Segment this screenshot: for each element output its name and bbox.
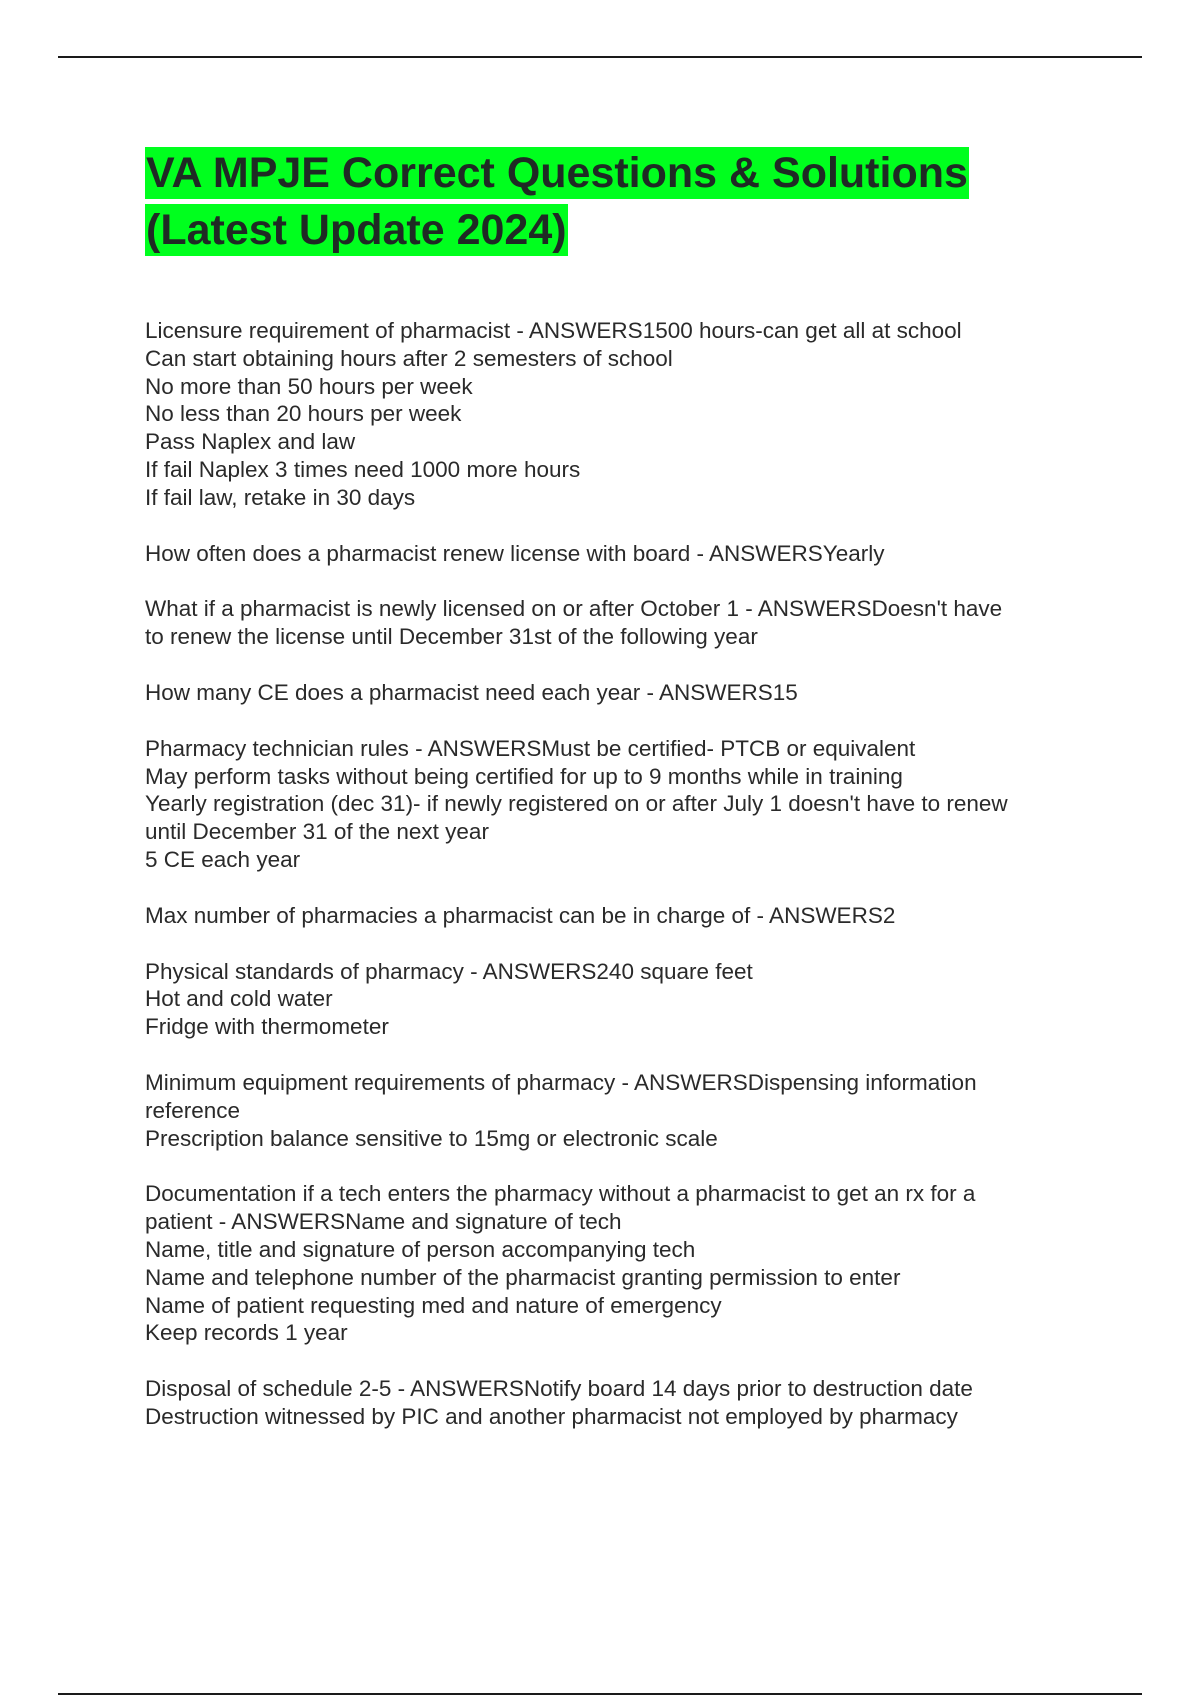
qa-question-line: Documentation if a tech enters the pharmacy without a pharmacist to get an rx for a bbox=[145, 1181, 976, 1207]
qa-question-line: Pharmacy technician rules - ANSWERSMust be certified- PTCB or equivalent bbox=[145, 735, 916, 761]
qa-answer-line: 5 CE each year bbox=[145, 846, 301, 872]
qa-question-line: How many CE does a pharmacist need each year - ANSWERS15 bbox=[145, 679, 798, 705]
title-line-1: VA MPJE Correct Questions & Solutions bbox=[146, 149, 968, 197]
qa-item bbox=[145, 317, 1090, 512]
qa-answer-line: Name of patient requesting med and nature of emergency bbox=[145, 1292, 722, 1318]
qa-answer-line: until December 31 of the next year bbox=[145, 819, 489, 845]
qa-answer-line: Pass Naplex and law bbox=[145, 429, 356, 455]
title-line-2: (Latest Update 2024) bbox=[146, 206, 567, 254]
qa-answer-line: Fridge with thermometer bbox=[145, 1014, 389, 1040]
qa-question-line: How often does a pharmacist renew license with board - ANSWERSYearly bbox=[145, 540, 885, 566]
qa-answer-line: If fail law, retake in 30 days bbox=[145, 484, 416, 510]
qa-answer-line: Prescription balance sensitive to 15mg or electronic scale bbox=[145, 1125, 718, 1151]
qa-answer-line: No more than 50 hours per week bbox=[145, 373, 473, 399]
qa-item bbox=[145, 679, 1090, 707]
document-body bbox=[145, 145, 1090, 1459]
qa-item bbox=[145, 595, 1090, 651]
qa-answer-line: Hot and cold water bbox=[145, 986, 333, 1012]
qa-question-line: Physical standards of pharmacy - ANSWERS240 square feet bbox=[145, 958, 753, 984]
qa-question-line: Max number of pharmacies a pharmacist can be in charge of - ANSWERS2 bbox=[145, 902, 896, 928]
qa-answer-line: If fail Naplex 3 times need 1000 more hours bbox=[145, 456, 581, 482]
qa-item bbox=[145, 540, 1090, 568]
qa-question-line: Licensure requirement of pharmacist - ANSWERS1500 hours-can get all at school bbox=[145, 318, 962, 343]
qa-item bbox=[145, 735, 1090, 874]
qa-answer-line: to renew the license until December 31st of the following year bbox=[145, 624, 758, 650]
qa-list bbox=[145, 317, 1090, 1431]
qa-question-line: What if a pharmacist is newly licensed on or after October 1 - ANSWERSDoesn't have bbox=[145, 596, 1003, 622]
qa-answer-line: May perform tasks without being certified for up to 9 months while in training bbox=[145, 763, 903, 789]
document-title bbox=[145, 145, 1090, 259]
qa-item bbox=[145, 1375, 1090, 1431]
qa-answer-line: Name, title and signature of person accompanying tech bbox=[145, 1236, 696, 1262]
qa-item bbox=[145, 1069, 1090, 1152]
qa-answer-line: Destruction witnessed by PIC and another pharmacist not employed by pharmacy bbox=[145, 1403, 958, 1429]
qa-answer-line: Can start obtaining hours after 2 semesters of school bbox=[145, 345, 673, 371]
top-rule bbox=[58, 56, 1142, 58]
qa-answer-line: patient - ANSWERSName and signature of tech bbox=[145, 1209, 622, 1235]
bottom-rule bbox=[58, 1693, 1142, 1695]
qa-item bbox=[145, 902, 1090, 930]
qa-answer-line: Yearly registration (dec 31)- if newly registered on or after July 1 doesn't have to renew bbox=[145, 791, 1008, 817]
qa-answer-line: No less than 20 hours per week bbox=[145, 401, 462, 427]
qa-answer-line: Keep records 1 year bbox=[145, 1320, 348, 1346]
qa-answer-line: reference bbox=[145, 1097, 241, 1123]
qa-answer-line: Name and telephone number of the pharmacist granting permission to enter bbox=[145, 1264, 901, 1290]
qa-question-line: Minimum equipment requirements of pharmacy - ANSWERSDispensing information bbox=[145, 1069, 977, 1095]
qa-question-line: Disposal of schedule 2-5 - ANSWERSNotify board 14 days prior to destruction date bbox=[145, 1376, 973, 1402]
qa-item bbox=[145, 1180, 1090, 1347]
qa-item bbox=[145, 958, 1090, 1041]
